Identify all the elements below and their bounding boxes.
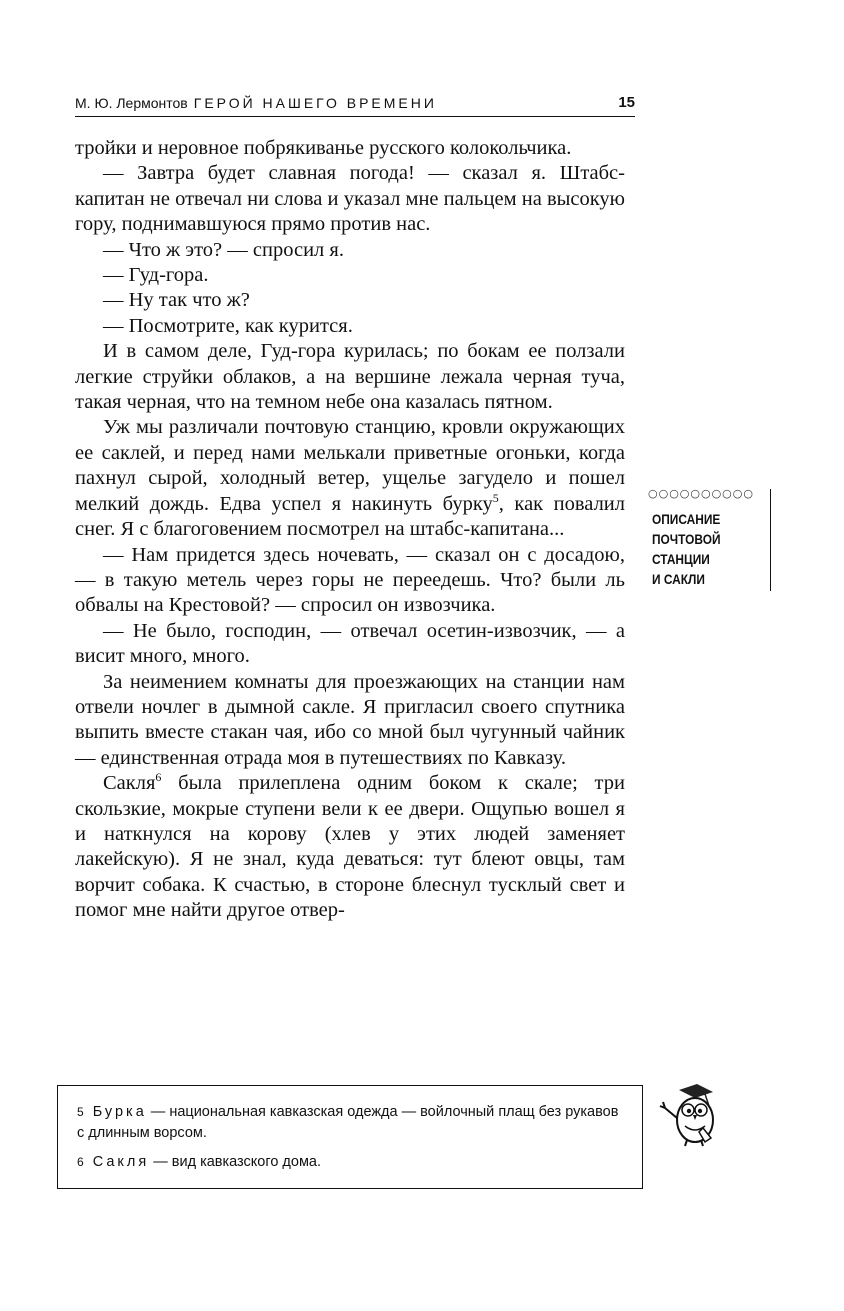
paragraph: — Не было, господин, — отвечал осетин-извозчик, — а висит много, много. xyxy=(75,619,625,668)
footnote-number: 6 xyxy=(77,1155,84,1169)
footnote-ref[interactable]: 5 xyxy=(492,490,499,505)
decorative-circles: ○○○○○○○○○○ xyxy=(648,487,754,500)
header-author: М. Ю. Лермонтов xyxy=(75,95,188,111)
footnote-term: Бурка xyxy=(92,1104,147,1120)
footnotes-box xyxy=(57,1085,643,1189)
paragraph: — Гуд-гора. xyxy=(103,264,209,287)
footnote-term: Сакля xyxy=(92,1154,150,1170)
margin-note-label: ОПИСАНИЕ ПОЧТОВОЙ СТАНЦИИ И САКЛИ xyxy=(652,511,721,587)
footnote xyxy=(77,1152,622,1173)
running-header xyxy=(75,94,635,117)
footnote-ref[interactable]: 6 xyxy=(155,770,162,785)
paragraph: И в самом деле, Гуд-гора курилась; по бокам ее ползали легкие струйки облаков, а на вершине лежала черная туча, такая черная, что на темном небе она казалась пятном. xyxy=(75,340,625,414)
footnote-text: — национальная кавказская одежда — войлочный плащ без рукавов с длинным ворсом. xyxy=(77,1104,619,1141)
footnote-number: 5 xyxy=(77,1105,84,1119)
paragraph: — Посмотрите, как курится. xyxy=(103,314,353,337)
main-text xyxy=(75,136,625,924)
owl-scholar-icon xyxy=(657,1082,723,1148)
paragraph: — Нам придется здесь ночевать, — сказал он с досадою, — в такую метель через горы не переедешь. Что? были ль обвалы на Крестовой? — спросил он извозчика. xyxy=(75,543,625,617)
margin-note xyxy=(644,489,771,591)
footnote-text: — вид кавказского дома. xyxy=(149,1154,322,1170)
paragraph: — Ну так что ж? xyxy=(103,289,250,312)
page-number: 15 xyxy=(618,94,635,111)
header-title: ГЕРОЙ НАШЕГО ВРЕМЕНИ xyxy=(193,95,437,111)
paragraph: — Завтра будет славная погода! — сказал я. Штабс-капитан не отвечал ни слова и указал мне пальцем на высокую гору, поднимавшуюся прямо против нас. xyxy=(75,162,625,236)
paragraph: — Что ж это? — спросил я. xyxy=(103,238,344,261)
paragraph: Уж мы различали почтовую станцию, кровли окружающих ее саклей, и перед нами мелькали приветные огоньки, когда пахнул сырой, холодный ветер, ущелье загудело и пошел мелкий дождь. Едва успел я накинуть бурку$^5$, как повалил снег. Я с благоговением посмотрел на штабс-капитана... xyxy=(75,416,625,541)
paragraph: тройки и неровное побрякиванье русского колокольчика. xyxy=(75,137,572,159)
paragraph: За неимением комнаты для проезжающих на станции нам отвели ночлег в дымной сакле. Я пригласил своего спутника выпить вместе стакан чая, ибо со мной был чугунный чайник — единственная отрада моя в путешествиях по Кавказу. xyxy=(75,670,625,769)
paragraph: Сакля$^6$ была прилеплена одним боком к скале; три скользкие, мокрые ступени вели к ее двери. Ощупью вошел я и наткнулся на корову (хлев у этих людей заменяет лакейскую). Я не знал, куда деваться: тут блеют овцы, там ворчит собака. К счастью, в стороне блеснул тусклый свет и помог мне найти другое отвер- xyxy=(75,770,625,922)
footnote xyxy=(77,1102,622,1144)
